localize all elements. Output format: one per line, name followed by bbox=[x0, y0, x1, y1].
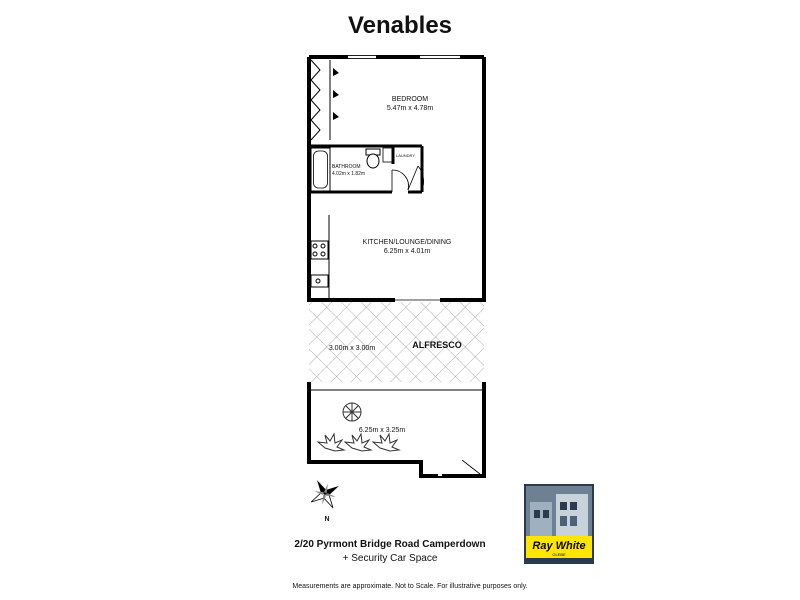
address-line-2: + Security Car Space bbox=[342, 553, 438, 564]
alfresco-dims: 3.00m x 3.00m bbox=[328, 345, 376, 352]
bedroom-dims: 5.47m x 4.78m bbox=[386, 105, 434, 112]
laundry-label: LAUNDRY bbox=[396, 153, 416, 158]
compass-north-label: N bbox=[324, 516, 330, 523]
logo-brand-text: Ray White bbox=[532, 540, 586, 552]
compass-icon bbox=[303, 472, 347, 516]
tree-icon bbox=[343, 403, 361, 421]
ray-white-logo bbox=[524, 484, 594, 564]
courtyard-dims: 6.25m x 3.25m bbox=[358, 427, 406, 434]
toilet bbox=[366, 149, 380, 168]
courtyard-gate bbox=[440, 460, 480, 476]
bedroom-label: BEDROOM bbox=[391, 96, 429, 103]
address-line-1: 2/20 Pyrmont Bridge Road Camperdown bbox=[294, 539, 486, 550]
kitchen-bench bbox=[311, 215, 329, 298]
wardrobe-doors bbox=[311, 60, 330, 140]
plan-title: Venables bbox=[347, 12, 453, 39]
bathroom-dims: 4.02m x 1.82m bbox=[332, 171, 366, 177]
disclaimer: Measurements are approximate. Not to Scale. For illustrative purposes only. bbox=[292, 583, 528, 590]
vanity bbox=[383, 148, 392, 162]
wardrobe-arrows bbox=[333, 68, 339, 120]
shrub-icon bbox=[318, 434, 399, 451]
bathroom-door bbox=[392, 170, 409, 192]
kitchen-dims: 6.25m x 4.01m bbox=[383, 248, 431, 255]
kitchen-label: KITCHEN/LOUNGE/DINING bbox=[362, 239, 452, 246]
alfresco-label: ALFRESCO bbox=[412, 340, 462, 350]
logo-office-text: GLEBE bbox=[552, 552, 566, 557]
bathroom-label: BATHROOM bbox=[332, 164, 361, 170]
